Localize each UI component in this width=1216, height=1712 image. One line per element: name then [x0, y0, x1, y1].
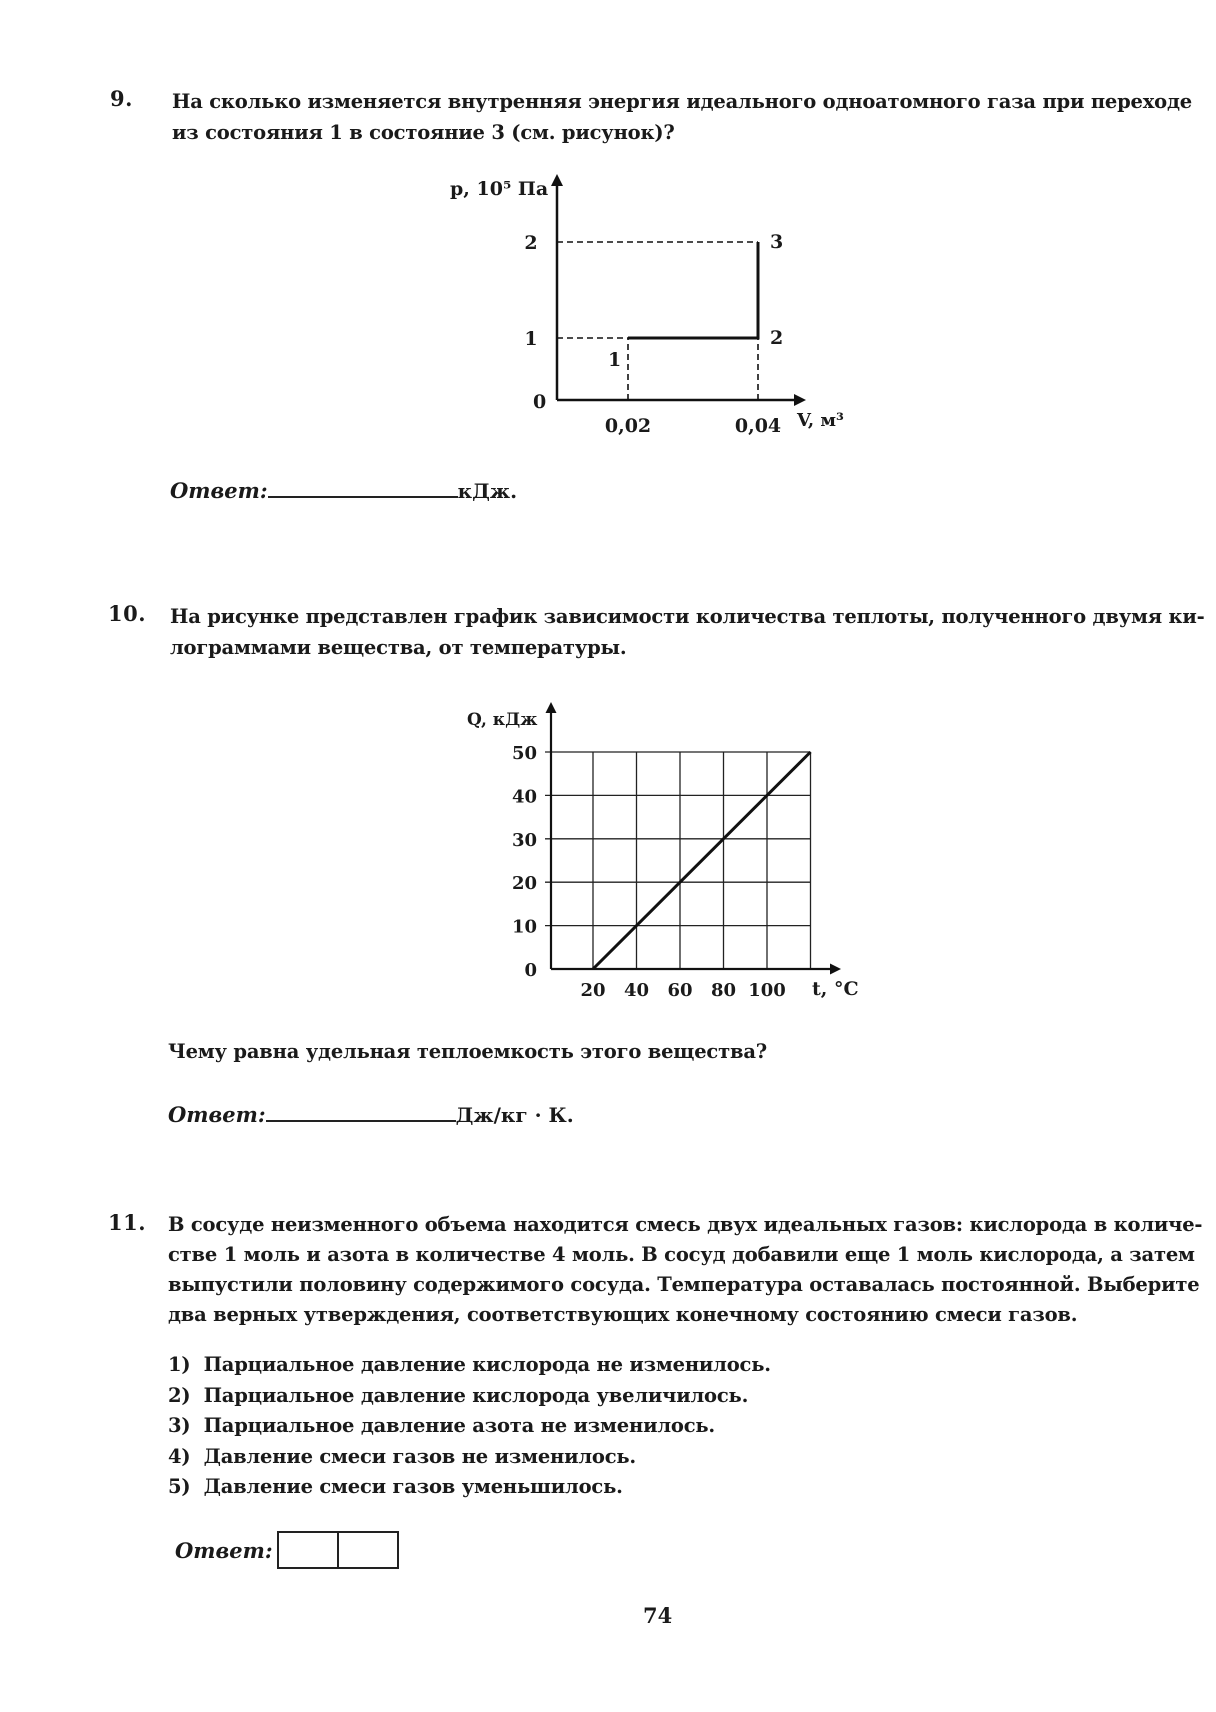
qt-y-tick-label: 0 [524, 960, 537, 981]
answer-label: Ответ: [168, 1102, 266, 1127]
pv-x-axis-label: V, м³ [797, 410, 844, 431]
qt-series-line [593, 752, 811, 969]
question-9-number: 9. [110, 86, 133, 111]
pv-y-axis-label: p, 10⁵ Па [450, 178, 549, 200]
answer-11-cell-1[interactable] [279, 1533, 337, 1567]
qt-y-tick-label: 20 [511, 873, 537, 895]
answer-10-input[interactable] [266, 1098, 456, 1122]
pv-guide-lines [557, 242, 758, 400]
pv-point-label: 2 [770, 327, 784, 349]
qt-y-tick-label: 40 [511, 786, 537, 808]
pv-diagram [430, 160, 850, 450]
page-number: 74 [643, 1603, 673, 1628]
question-11-answer [175, 1531, 399, 1569]
qt-x-tick-label: 20 [580, 980, 606, 1001]
answer-11-boxes [277, 1531, 399, 1569]
answer-label: Ответ: [170, 478, 268, 503]
qt-grid [545, 752, 811, 969]
question-10-line-1: На рисунке представлен график зависимости количества теплоты, полученного двумя ки- [170, 605, 1205, 628]
option-2: 2) Парциальное давление кислорода увеличилось. [168, 1383, 749, 1407]
qt-x-tick-label: 60 [667, 980, 693, 1001]
answer-label: Ответ: [175, 1537, 273, 1563]
question-11-line-4: два верных утверждения, соответствующих конечному состоянию смеси газов. [168, 1303, 1078, 1326]
qt-y-axis-label: Q, кДж [467, 710, 538, 730]
answer-unit: Дж/кг · К. [455, 1103, 574, 1127]
pv-process-line [628, 242, 758, 338]
question-9-line-2: из состояния 1 в состояние 3 (см. рисунок)? [172, 121, 675, 144]
answer-unit: кДж. [457, 479, 518, 503]
question-11-line-2: стве 1 моль и азота в количестве 4 моль. В сосуд добавили еще 1 моль кислорода, а затем [168, 1243, 1195, 1266]
question-10-text [170, 601, 1210, 663]
qt-y-tick-label: 50 [511, 743, 537, 764]
answer-11-cell-2[interactable] [337, 1533, 397, 1567]
qt-x-axis-label: t, °C [812, 978, 859, 1000]
option-5: 5) Давление смеси газов уменьшилось. [168, 1475, 623, 1498]
question-9-text [172, 86, 1212, 148]
option-4: 4) Давление смеси газов не изменилось. [168, 1444, 637, 1468]
question-9-line-1: На сколько изменяется внутренняя энергия идеального одноатомного газа при переходе [172, 90, 1192, 113]
question-10-number: 10. [108, 601, 147, 626]
question-10-line-2: лограммами вещества, от температуры. [170, 636, 627, 659]
qt-x-tick-label: 100 [748, 980, 786, 1001]
option-3: 3) Парциальное давление азота не изменилось. [168, 1414, 715, 1437]
pv-point-label: 1 [608, 349, 622, 371]
pv-point-label: 3 [770, 231, 784, 253]
heat-temperature-chart [450, 695, 870, 1010]
question-10-answer [168, 1098, 574, 1127]
qt-y-tick-label: 30 [511, 829, 537, 851]
question-11-number: 11. [108, 1210, 147, 1235]
pv-origin-label: 0 [533, 391, 547, 413]
qt-x-tick-label: 40 [623, 980, 650, 1001]
question-9-answer [170, 474, 517, 503]
question-11-line-1: В сосуде неизменного объема находится смесь двух идеальных газов: кислорода в количе- [168, 1213, 1203, 1236]
question-10-followup: Чему равна удельная теплоемкость этого вещества? [168, 1040, 767, 1063]
pv-y-tick-label: 2 [524, 232, 538, 254]
pv-x-tick-label: 0,04 [734, 415, 782, 437]
answer-9-input[interactable] [268, 474, 458, 498]
pv-y-tick-label: 1 [524, 328, 538, 350]
pv-x-tick-label: 0,02 [604, 415, 652, 437]
question-11-options [168, 1350, 771, 1503]
option-1: 1) Парциальное давление кислорода не изменилось. [168, 1353, 771, 1376]
question-11-text [168, 1210, 1213, 1330]
qt-y-tick-label: 10 [511, 916, 537, 938]
question-11-line-3: выпустили половину содержимого сосуда. Температура оставалась постоянной. Выберите [168, 1273, 1200, 1296]
qt-x-tick-label: 80 [710, 980, 737, 1001]
